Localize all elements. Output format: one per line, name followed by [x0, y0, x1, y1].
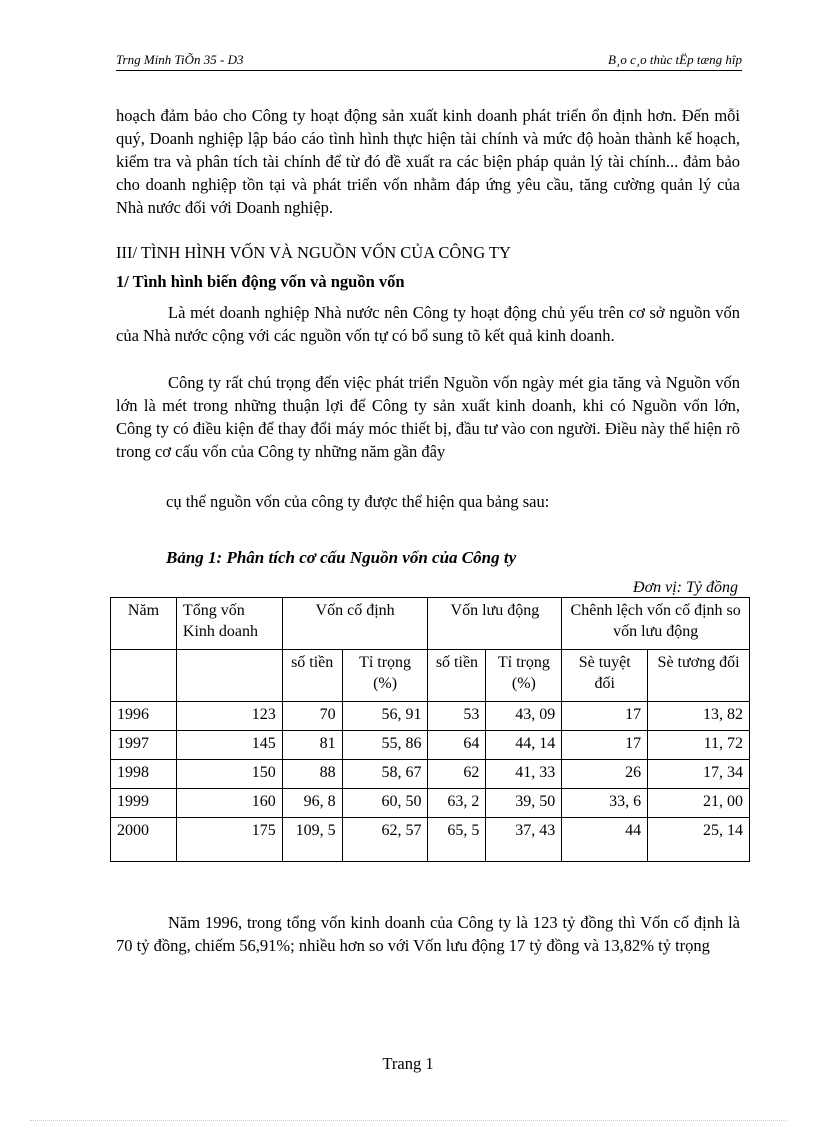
table-cell: 44, 14	[486, 731, 562, 760]
table-cell: 2000	[111, 818, 177, 862]
header-fixed-ratio: Tỉ trọng (%)	[342, 650, 428, 702]
table-caption: Bảng 1: Phân tích cơ cấu Nguồn vốn của Công ty	[166, 548, 517, 567]
page-bottom-rule	[30, 1120, 786, 1121]
table-cell: 62	[428, 760, 486, 789]
table-cell: 1998	[111, 760, 177, 789]
header-year-sub	[111, 650, 177, 702]
table-cell: 65, 5	[428, 818, 486, 862]
table-row	[111, 818, 750, 862]
table-cell: 17	[562, 702, 648, 731]
page-header	[116, 52, 742, 71]
table-cell: 55, 86	[342, 731, 428, 760]
table-cell: 150	[176, 760, 282, 789]
table-cell: 11, 72	[648, 731, 750, 760]
table-cell: 1996	[111, 702, 177, 731]
table-cell: 41, 33	[486, 760, 562, 789]
header-difference: Chênh lệch vốn cố định so vốn lưu động	[562, 598, 750, 650]
table-cell: 26	[562, 760, 648, 789]
table-cell: 160	[176, 789, 282, 818]
page-number: Trang 1	[382, 1054, 434, 1073]
header-report-title: B¸o c¸o thùc tËp tæng hîp	[608, 52, 742, 67]
table-cell: 96, 8	[282, 789, 342, 818]
header-working-amount: số tiền	[428, 650, 486, 702]
table-cell: 60, 50	[342, 789, 428, 818]
table-cell: 58, 67	[342, 760, 428, 789]
header-fixed-capital: Vốn cố định	[282, 598, 428, 650]
table-row	[111, 760, 750, 789]
header-total-capital: Tổng vốn Kinh doanh	[176, 598, 282, 650]
table-cell: 62, 57	[342, 818, 428, 862]
table-cell: 25, 14	[648, 818, 750, 862]
table-cell: 43, 09	[486, 702, 562, 731]
table-cell: 63, 2	[428, 789, 486, 818]
paragraph-5: Năm 1996, trong tổng vốn kinh doanh của Công ty là 123 tỷ đồng thì Vốn cố định là 70 tỷ đồng, chiếm 56,91%; nhiều hơn so với Vốn lưu động 17 tỷ đồng và 13,82% tỷ trọng	[116, 913, 740, 955]
table-cell: 39, 50	[486, 789, 562, 818]
header-working-capital: Vốn lưu động	[428, 598, 562, 650]
table-cell: 13, 82	[648, 702, 750, 731]
table-cell: 70	[282, 702, 342, 731]
table-row	[111, 731, 750, 760]
table-cell: 44	[562, 818, 648, 862]
table-row	[111, 789, 750, 818]
table-cell: 64	[428, 731, 486, 760]
table-row	[111, 702, 750, 731]
table-cell: 145	[176, 731, 282, 760]
header-fixed-amount: số tiền	[282, 650, 342, 702]
table-cell: 17, 34	[648, 760, 750, 789]
table-cell: 17	[562, 731, 648, 760]
paragraph-1: hoạch đảm bảo cho Công ty hoạt động sản xuất kinh doanh phát triển ổn định hơn. Đến mỗi quý, Doanh nghiệp lập báo cáo tình hình thực hiện tài chính và mức độ hoàn thành kế hoạch, kiểm tra và phân tích tài chính để từ đó đề xuất ra các biện pháp quản lý tài chính... đảm bảo cho doanh nghiệp tồn tại và phát triển vốn nhằm đáp ứng yêu cầu, tăng cường quản lý của Nhà nước đối với Doanh nghiệp.	[116, 106, 740, 217]
table-cell: 81	[282, 731, 342, 760]
table-cell: 33, 6	[562, 789, 648, 818]
table-cell: 109, 5	[282, 818, 342, 862]
table-cell: 37, 43	[486, 818, 562, 862]
table-cell: 1997	[111, 731, 177, 760]
table-cell: 175	[176, 818, 282, 862]
header-author: Trng Minh TiÕn 35 - D3	[116, 52, 244, 67]
paragraph-2: Là mét doanh nghiệp Nhà nước nên Công ty hoạt động chủ yếu trên cơ sở nguồn vốn của Nhà nước cộng với các nguồn vốn tự có bổ sung tõ kết quả kinh doanh.	[116, 303, 740, 345]
table-unit: Đơn vị: Tỷ đồng	[633, 579, 738, 596]
paragraph-3: Công ty rất chú trọng đến việc phát triển Nguồn vốn ngày mét gia tăng và Nguồn vốn lớn là mét trong những thuận lợi để Công ty sản xuất kinh doanh, khi có Nguồn vốn lớn, Công ty có điều kiện để thay đổi máy móc thiết bị, đầu tư vào con người. Điều này thể hiện rõ trong cơ cấu vốn của Công ty những năm gần đây	[116, 373, 740, 461]
subsection-title: 1/ Tình hình biến động vốn và nguồn vốn	[116, 272, 405, 291]
header-year: Năm	[111, 598, 177, 650]
capital-structure-table	[110, 597, 750, 862]
header-relative: Sè tương đối	[648, 650, 750, 702]
table-cell: 56, 91	[342, 702, 428, 731]
header-absolute: Sè tuyệt đối	[562, 650, 648, 702]
table-cell: 123	[176, 702, 282, 731]
table-cell: 21, 00	[648, 789, 750, 818]
table-cell: 1999	[111, 789, 177, 818]
table-cell: 53	[428, 702, 486, 731]
section-title: III/ TÌNH HÌNH VỐN VÀ NGUỒN VỐN CỦA CÔNG TY	[116, 243, 511, 262]
header-working-ratio: Tỉ trọng (%)	[486, 650, 562, 702]
paragraph-4: cụ thể nguồn vốn của công ty được thể hiện qua bảng sau:	[166, 492, 550, 511]
header-total-sub	[176, 650, 282, 702]
table-cell: 88	[282, 760, 342, 789]
